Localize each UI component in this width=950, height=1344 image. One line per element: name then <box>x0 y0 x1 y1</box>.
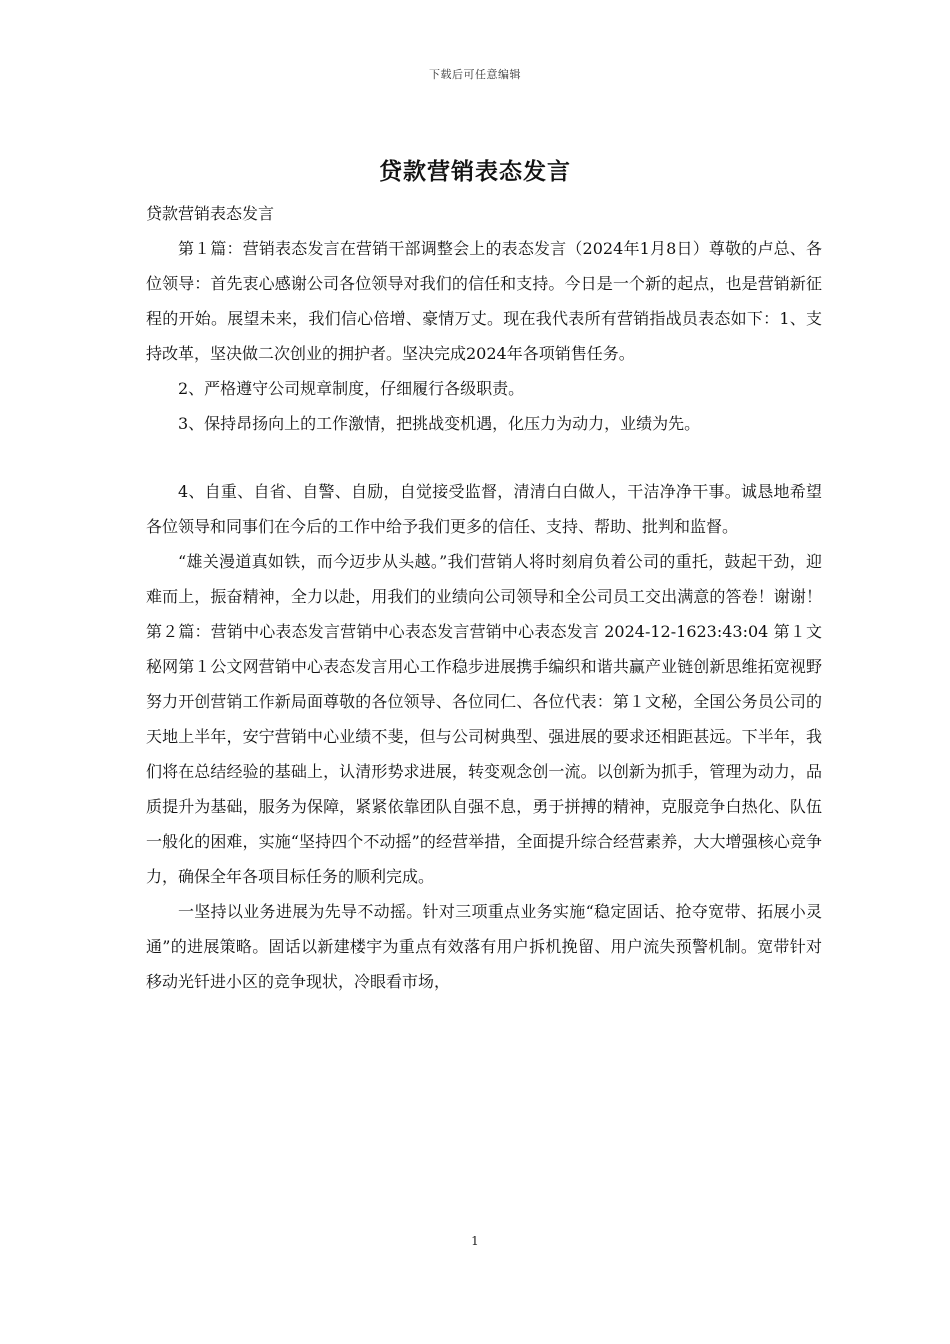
document-body <box>146 196 822 999</box>
paragraph-4: 4、自重、自省、自警、自励，自觉接受监督，清清白白做人，干洁净净干事。诚恳地希望各位领导和同事们在今后的工作中给予我们更多的信任、支持、帮助、批判和监督。 <box>146 482 822 536</box>
paragraph-spacer <box>146 441 822 474</box>
paragraph-5: “雄关漫道真如铁，而今迈步从头越。”我们营销人将时刻肩负着公司的重托，鼓起干劲，迎难而上，振奋精神，全力以赴，用我们的业绩向公司领导和全公司员工交出满意的答卷！谢谢！第２篇：营销中心表态发言营销中心表态发言营销中心表态发言 2024-12-1623:43:04 第１文秘网第１公文网营销中心表态发言用心工作稳步进展携手编织和谐共赢产业链创新思维拓宽视野努力开创营销工作新局面尊敬的各位领导、各位同仁、各位代表：第１文秘，全国公务员公司的天地上半年，安宁营销中心业绩不斐，但与公司树典型、强进展的要求还相距甚远。下半年，我们将在总结经验的基础上，认清形势求进展，转变观念创一流。以创新为抓手，管理为动力，品质提升为基础，服务为保障，紧紧依靠团队自强不息，勇于拼搏的精神，克服竞争白热化、队伍一般化的困难，实施“坚持四个不动摇”的经营举措，全面提升综合经营素养，大大增强核心竞争力，确保全年各项目标任务的顺利完成。 <box>146 552 822 886</box>
page-number: 1 <box>471 1234 479 1248</box>
paragraph-2: 2、严格遵守公司规章制度，仔细履行各级职责。 <box>178 379 525 398</box>
paragraph-1: 第１篇：营销表态发言在营销干部调整会上的表态发言（2024年1月8日）尊敬的卢总、各位领导：首先衷心感谢公司各位领导对我们的信任和支持。今日是一个新的起点，也是营销新征程的开始。展望未来，我们信心倍增、豪情万丈。现在我代表所有营销指战员表态如下：1、支持改革，坚决做二次创业的拥护者。坚决完成2024年各项销售任务。 <box>146 239 822 363</box>
document-title: 贷款营销表态发言 <box>379 158 571 185</box>
document-subtitle: 贷款营销表态发言 <box>146 204 275 223</box>
page-header-note: 下载后可任意编辑 <box>429 68 521 81</box>
paragraph-6: 一坚持以业务进展为先导不动摇。针对三项重点业务实施“稳定固话、抢夺宽带、拓展小灵通”的进展策略。固话以新建楼宇为重点有效落有用户拆机挽留、用户流失预警机制。宽带针对移动光钎进小区的竞争现状，冷眼看市场， <box>146 902 822 991</box>
paragraph-3: 3、保持昂扬向上的工作激情，把挑战变机遇，化压力为动力，业绩为先。 <box>178 414 701 433</box>
